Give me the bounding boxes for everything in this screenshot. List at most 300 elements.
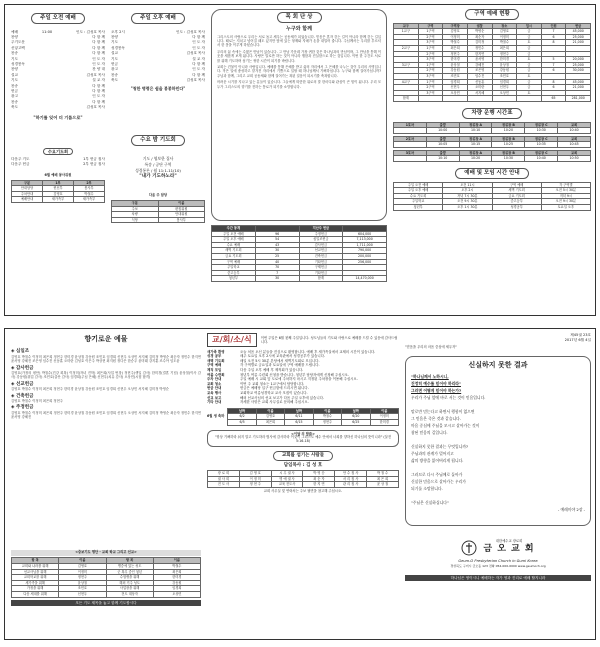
notice-title: 교/회/소/식 <box>207 333 257 347</box>
afternoon-order-item-cell: 인 도 자 <box>192 40 205 45</box>
service-table-cell: 안내담당 <box>12 186 43 192</box>
prayer-table-cell: 조민호 <box>59 586 106 592</box>
vehicle-cell: 10:30 <box>525 128 558 134</box>
birthday-table-cell: 정현주 <box>313 419 341 425</box>
service-table-cell: 새가족부 <box>43 197 74 203</box>
birthday-table-header: 날짜 <box>285 408 313 414</box>
info-column <box>393 9 591 311</box>
wednesday-title: 수요 밤 기도회 <box>131 135 185 146</box>
notice-item-text: 매주 토요일 오후 2시에 교육관에서 성경공부가 있습니다. <box>240 354 326 359</box>
issue-number: 제45권 23호 <box>570 333 591 337</box>
group-table-cell <box>443 96 468 102</box>
morning-order-item <box>11 105 105 110</box>
wednesday-line: "내가 기도하노라" <box>139 174 177 180</box>
vehicle-header: 출발 <box>426 136 459 142</box>
group-table-cell: 281,000 <box>566 96 591 102</box>
cover-message-body <box>411 373 585 513</box>
group-table-cell: 금 <box>517 62 542 68</box>
group-table-cell: 임경희 <box>492 79 517 85</box>
vehicle-header: 출발 <box>426 150 459 156</box>
group-table-cell: 정현주 <box>492 51 517 57</box>
notice-item-text: 주일 예배 시 교회 앞 도로에 주차하지 마시고 지정된 주차장을 이용해 주십시오. <box>240 377 358 382</box>
birthday-table-header: 이름 <box>370 408 398 414</box>
notice-item-text: 각 구역별로 금요일과 토요일에 구역 예배를 드립니다. <box>240 363 320 368</box>
vehicle-cell: 10:30 <box>492 156 525 162</box>
vehicle-label: 1호차 <box>394 122 427 128</box>
church-logo-icon <box>461 540 477 556</box>
next-week-item-cell: 2부 헌금 집사 <box>83 162 105 167</box>
staff-table-cell: 권 사 회 <box>208 476 240 482</box>
offering-table-cell: 주정헌금 <box>299 231 343 237</box>
vehicle-header: 정류장 C <box>525 136 558 142</box>
cover-footer-verse: 하나님은 영이시니 예배하는 자가 영과 진리로 예배 할지니라 <box>405 575 591 581</box>
group-table <box>393 23 591 102</box>
schedule-table-cell: 오전 9시 30분 <box>443 199 492 205</box>
group-table-cell: 21,000 <box>566 40 591 46</box>
group-table-cell: 3구역 <box>418 90 443 96</box>
morning-order-item-cell: 찬 양 대 <box>92 67 105 72</box>
group-table-cell: 신현우 <box>492 85 517 91</box>
offering-table-cell: 70 <box>255 265 299 271</box>
group-table-cell: 정현주 <box>443 51 468 57</box>
notice-item-label: 기타 안내 <box>207 400 222 405</box>
vehicle-label: 2호차 <box>394 136 427 142</box>
staff-table <box>207 470 399 488</box>
offering-list-column <box>11 333 201 635</box>
next-duty-table <box>111 200 205 223</box>
group-table-cell: 30,000 <box>566 68 591 74</box>
afternoon-order-item-cell: 성경봉독 <box>111 45 125 50</box>
schedule-table-cell: 주일 오후 예배 <box>394 188 443 194</box>
vehicle-cell <box>394 156 427 162</box>
birthday-table-header: 이름 <box>256 408 284 414</box>
notice-item-label: 성경 공부 <box>207 354 222 359</box>
cover-message-line: 삶의 방향을 잃어버리게 됩니다. <box>411 458 464 464</box>
morning-order-item-cell: 찬송 <box>11 99 18 104</box>
group-table-cell: 2구역 <box>418 85 443 91</box>
afternoon-order-item-cell: 광고 <box>111 67 118 72</box>
vehicle-cell: 10:35 <box>525 142 558 148</box>
service-table-cell: 주차안내 <box>12 191 43 197</box>
sunday-morning-title: 주일 오전 예배 <box>31 13 85 24</box>
group-table-cell: 3교구 <box>394 62 419 68</box>
group-table-cell: 신동훈 <box>467 79 492 85</box>
group-table-cell: 6 <box>541 68 566 74</box>
next-week-item-cell: 다음주 기도 <box>11 156 30 161</box>
notice-item-label: 주차 안내 <box>207 377 222 382</box>
afternoon-order-item-cell: 오후 2시 <box>111 29 125 34</box>
cover-message-line: "하나님께서 노하시니, <box>411 374 449 380</box>
service-table-header: 2부 <box>74 180 105 186</box>
offering-table-cell: 청년부 <box>212 276 256 282</box>
staff-table-cell: 한 지 연 <box>303 482 335 488</box>
group-table-cell: 금 <box>517 85 542 91</box>
notice-list <box>207 350 399 405</box>
prayer-table-footer: 모든 기도 제목을 놓고 함께 기도합시다 <box>11 600 201 606</box>
schedule-table-cell: 각 구역별 <box>541 182 590 188</box>
vehicle-header: 정류장 B <box>492 150 525 156</box>
duty-table-cell: 차량 <box>112 212 159 218</box>
schedule-table-cell: 새벽 기도회 <box>492 188 541 194</box>
service-table-cell: 봉사부 <box>74 186 105 192</box>
prayer-table <box>11 557 201 597</box>
afternoon-order-item-cell: 기도 <box>111 56 118 61</box>
offering-table-cell: 7,113,000 <box>343 237 387 243</box>
staff-table-cell: 최 순 자 <box>303 476 335 482</box>
morning-order-item-cell: 찬송 <box>11 51 18 56</box>
schedule-table-cell: 오후 2시 <box>443 188 492 194</box>
group-table-cell: 최은희 <box>443 45 468 51</box>
group-table-cell <box>467 96 492 102</box>
group-table-cell: 조민호 <box>443 73 468 79</box>
afternoon-order-item-cell: 헌금 <box>111 62 118 67</box>
staff-table-cell: 관 리 집 사 <box>335 482 367 488</box>
offering-table-cell: 30 <box>255 276 299 282</box>
cover-column <box>405 333 591 635</box>
group-table-cell: 박철수 <box>492 40 517 46</box>
group-table-cell: 21,000 <box>566 85 591 91</box>
schedule-table-cell: 주일학교 <box>394 199 443 205</box>
cover-message-line: 신실한 믿음으로 살아가는 우리가 <box>411 479 466 485</box>
birthday-table-cell: 6/11 <box>285 414 313 420</box>
group-table-cell: 신현우 <box>443 85 468 91</box>
offering-section-heading: ◈ 주정헌금 <box>11 405 34 411</box>
prayer-table-cell: 정현주 <box>59 575 106 581</box>
birthday-table-header: 날짜 <box>342 408 370 414</box>
vehicle-header: 정류장 B <box>492 136 525 142</box>
prayer-table-cell: 새가족을 위해 <box>12 580 59 586</box>
staff-table-cell: 교육 전도사 <box>271 482 303 488</box>
morning-order-item-cell: 찬양 <box>11 35 18 39</box>
group-table-cell: 정민수 <box>467 45 492 51</box>
birthday-table <box>227 408 399 426</box>
schedule-table-cell: 오후 1시 30분 <box>443 205 492 211</box>
cover-message-line: 그러면 어떻게 믿어야 하는가? <box>411 388 462 394</box>
afternoon-order-item-cell: 인 도 자 <box>192 67 205 72</box>
group-table-cell: 이정미 <box>492 34 517 40</box>
morning-order-item-cell: 헌금 <box>11 89 18 94</box>
bulletin-top-sheet <box>4 4 596 316</box>
cover-message-line <box>411 436 585 443</box>
birthday-label: 6월 생 축하 <box>207 413 225 418</box>
service-table-row <box>12 197 105 203</box>
group-table-cell: 임수진 <box>467 73 492 79</box>
offering-table-cell: 구역 예배 <box>212 259 256 265</box>
afternoon-order-item-cell: 다 함 께 <box>192 62 205 67</box>
church-name: 금 오 교 회 <box>483 544 535 555</box>
prayer-table-cell: 교회와 나라를 위해 <box>12 563 59 569</box>
group-table-cell: 박영순 <box>467 29 492 35</box>
birthday-table-cell: 이정미 <box>370 414 398 420</box>
church-english-name: Geum-O Presbyterian Church in Gumi Korea <box>458 558 538 563</box>
service-table <box>11 180 105 203</box>
prayer-table-cell: 다음 세대를 위해 <box>12 591 59 597</box>
group-table-cell: 조은영 <box>467 68 492 74</box>
afternoon-order-item-cell: 설교 <box>111 51 118 56</box>
group-table-cell: 1교구 <box>394 29 419 35</box>
group-table-cell: 5 <box>541 57 566 63</box>
prayer-table-row <box>12 591 201 597</box>
morning-order-item-cell: 설 교 자 <box>92 78 105 83</box>
notice-item-text: 자세한 사항은 교회 사무실로 문의해 주십시오. <box>240 400 309 405</box>
offering-table-cell: 1,711,000 <box>343 242 387 248</box>
group-table-row <box>394 96 591 102</box>
morning-order-item-cell: 다 함 께 <box>92 51 105 56</box>
group-table-cell: 1구역 <box>418 62 443 68</box>
staff-table-cell: 박 영 순 <box>303 471 335 477</box>
notice-item-text: 해외 선교사님의 선교 보고가 다음 주일 오후에 있습니다. <box>240 395 324 400</box>
duty-table-cell: 안내위원 <box>158 212 205 218</box>
morning-order-item-cell: 김성호 목사 <box>86 72 105 77</box>
prayer-table-cell: 이정미 <box>59 569 106 575</box>
group-table-cell: 25,000 <box>566 62 591 68</box>
duty-table-header: 이름 <box>158 201 205 207</box>
pastor-message-subtitle: 누구와 함께 <box>286 25 312 32</box>
prayer-table-cell: 임경희 <box>153 586 200 592</box>
group-table-cell: 1구역 <box>418 45 443 51</box>
offering-table-row <box>212 276 387 282</box>
vehicle-header: 출발 <box>426 122 459 128</box>
next-week-item <box>11 162 105 167</box>
staff-table-cell: 전 도 사 <box>208 482 240 488</box>
group-table-cell: 3구역 <box>418 73 443 79</box>
prayer-table-header: 항 목 <box>106 558 153 564</box>
monthly-verse-box <box>207 430 399 448</box>
birthday-table-cell: 최은희 <box>256 419 284 425</box>
cover-message-line: "주님은 신실하십니다" <box>411 500 449 506</box>
cover-message-line: 말로만 믿는다고 하면서 행함이 없으면 <box>411 409 475 415</box>
morning-order-item-cell: 인도 : 김성호 목사 <box>76 29 105 34</box>
group-table-cell <box>492 96 517 102</box>
group-table-header: 일시 <box>517 23 542 29</box>
morning-order-item-cell: 인 도 자 <box>92 62 105 67</box>
group-table-cell: 임경희 <box>443 79 468 85</box>
notice-head-note: 이번 주일은 6월 첫째 주일입니다. 성도님들의 기도와 사랑으로 예배를 드릴 수 있음에 감사드립니다. <box>260 335 398 344</box>
sunday-afternoon-sermon: "청한 명령은 쉽을 봉봉하민다" <box>130 85 186 91</box>
notice-item-text: 청년부 여름 수련회 신청을 받습니다. 청년부 담당자에게 신청해 주십시오. <box>240 372 350 377</box>
service-table-cell: 헌신부 <box>43 186 74 192</box>
notice-item-label: 교회 청소 <box>207 381 222 386</box>
group-table-cell: 2교구 <box>394 45 419 51</box>
group-table-cell: 박철수 <box>443 40 468 46</box>
issue-date: 2017년 6월 4일 <box>564 338 591 343</box>
cover-message-line <box>411 492 585 499</box>
service-table-header: 1부 <box>43 180 74 186</box>
group-table-cell: 이정미 <box>443 34 468 40</box>
offering-table-cell: 14,470,000 <box>343 276 387 282</box>
notice-item-label: 여름 수련회 <box>207 372 225 377</box>
cover-message-line: 주님과의 관계가 멀어지고 <box>411 451 454 457</box>
duty-table-header: 구분 <box>112 201 159 207</box>
service-table-header: 구분 <box>12 180 43 186</box>
cover-message-line: 그 믿음은 죽은 것과 같습니다. <box>411 416 462 422</box>
birthday-table-row <box>228 419 399 425</box>
offering-table-cell: 주일학교 <box>212 265 256 271</box>
morning-order-item-cell: 성경봉독 <box>11 62 25 67</box>
offering-table-cell: 금요 기도회 <box>212 253 256 259</box>
prayer-table-title: <중보기도 명단 - 교회 학교 그리고 선교> <box>11 550 201 556</box>
group-table-cell: 금 <box>517 79 542 85</box>
group-table-cell: 45,000 <box>566 29 591 35</box>
monthly-verse: "항상 기뻐하라 쉬지 말고 기도하라 범사에 감사하라 이것이 그리스도 예수 안에서 너희를 향하신 하나님의 뜻이니라" (살전 5:16-18) <box>214 435 392 444</box>
prayer-table-cell: 사업장을 위해 <box>106 586 153 592</box>
staff-table-cell: 장 로 회 <box>208 471 240 477</box>
prayer-table-cell: 최은희 <box>153 569 200 575</box>
offering-table-cell: 선교헌금 <box>299 248 343 254</box>
morning-order-item-cell: 다 함 께 <box>92 40 105 45</box>
cover-verse-head: "믿음을 우리의 마음 중심에 세우자" <box>405 344 457 349</box>
prayer-table-header: 이름 <box>153 558 200 564</box>
afternoon-order-item <box>111 78 205 83</box>
vehicle-cell: 10:50 <box>558 156 591 162</box>
notice-item-text: 다음 주일 오후 예배 후 제직회가 있습니다. <box>240 367 304 372</box>
pastor-message-paragraph: 우리의 삶 속에는 수많은 만남이 있습니다. 그 만남 가운데 가장 귀한 것은 하나님과의 만남이며, 그 만남을 통해 이웃을 새롭게 보게 됩니다. 사랑은 말로만 하는 것이 아니라 행함과 진실함으로 하는 것입니다. 이번 한 주간도 서로를 위해 기도하며 섬기는 귀한 시간이 되기를 바랍니다. <box>217 49 381 63</box>
group-table-cell: 서지혜 <box>467 90 492 96</box>
morning-order-item-cell: 설교 <box>11 72 18 77</box>
morning-order-item-cell: 주기도문 <box>11 40 25 45</box>
staff-table-cell: 박 철 수 <box>367 471 399 477</box>
schedule-table-cell: 수요 기도회 <box>394 193 443 199</box>
vehicle-cell <box>394 128 427 134</box>
duty-table-cell: 식당 <box>112 217 159 223</box>
offering-table-cell: 기타헌금 <box>299 259 343 265</box>
offering-table-cell: 25 <box>255 253 299 259</box>
staff-footer: 교회 사무실 및 연락처는 주보 뒷면을 참고해 주십시오. <box>263 488 343 493</box>
group-table-cell: 김영호 <box>492 29 517 35</box>
staff-table-cell: 정 현 주 <box>239 482 271 488</box>
group-table-cell: 4교구 <box>394 79 419 85</box>
group-table-cell: 강동원 <box>443 68 468 74</box>
vehicle-cell: 10:10 <box>459 128 492 134</box>
pastor-message-paragraph: 그리스도의 사랑으로 우리는 서로 돕고 세우는 공동체가 되었습니다. 믿음은 혼자 걷는 길이 아니라 함께 걷는 길입니다. 때로는 지치고 넘어질 때도 있지만 옆에 있는 형제와 자매가 손을 내밀어 줍니다. 주님께서는 우리를 부르셔서 한 몸을 이루게 하셨습니다. <box>217 34 381 48</box>
pastor-name: 담임목사 : 김 성 호 <box>283 462 323 468</box>
staff-table-row <box>208 482 399 488</box>
vehicle-header: 교회 <box>558 122 591 128</box>
vehicle-cell: 10:20 <box>492 128 525 134</box>
morning-order-item-cell: 다 함 께 <box>92 45 105 50</box>
group-table-cell: 윤상철 <box>443 62 468 68</box>
vehicle-label: 3호차 <box>394 150 427 156</box>
group-table-header: 교구 <box>394 23 419 29</box>
schedule-table-cell: 오전 5시 30분 <box>541 188 590 194</box>
offering-section-names: 김영호(가정의 평안) 박철수(건강 회복) 이정미(자녀 진학) 최은희(사업 번창) 정현주(생일 감사) 한미경(결혼 기념) 윤상철(이사 감사) 강동원(취업 감사) 조민호(출산 감사) 임경희(주님 은혜) 신현우(치유 감사) 오상민(시험 합격) <box>11 370 201 380</box>
pastor-message-paragraph: 어려운 시기를 지나고 있는 분들이 있습니다. 그들에게 따뜻한 위로의 말 한마디와 관심이 큰 힘이 됩니다. 우리 모두가 그리스도의 향기를 전하는 통로가 되기를 소망합니다. <box>217 80 381 89</box>
duty-table-cell: 주보 <box>112 206 159 212</box>
group-table-cell: 1구역 <box>418 29 443 35</box>
service-table-cell: 김영호 <box>43 191 74 197</box>
vehicle-cell: 10:40 <box>558 128 591 134</box>
notice-item-label: 헌금 안내 <box>207 386 222 391</box>
group-table-cell: 금 <box>517 68 542 74</box>
prayer-table-cell: 군 복무 중인 청년 <box>106 569 153 575</box>
staff-table-cell: 최 은 희 <box>367 476 399 482</box>
vehicle-cell <box>394 142 427 148</box>
cover-message-line: 참된 믿음의 길입니다. <box>411 430 448 436</box>
service-table-row <box>12 186 105 192</box>
schedule-table-cell: 토요일 오후 <box>541 205 590 211</box>
group-table-cell: 8 <box>541 40 566 46</box>
prayer-table-cell: 김영호 <box>59 563 106 569</box>
offering-table-cell: 256,000 <box>343 259 387 265</box>
notice-item <box>207 400 399 405</box>
offering-table-cell: 54 <box>255 237 299 243</box>
morning-order-item-cell: 찬양 <box>11 67 18 72</box>
birthday-table-cell: 6/15 <box>285 419 313 425</box>
group-table-title: 구역 예배 현황 <box>465 9 519 20</box>
notice-item-text: 교회학교 여름성경학교 교사 모집이 있습니다. <box>240 390 308 395</box>
group-table-cell: 25,000 <box>566 34 591 40</box>
offering-table-cell: 건축헌금 <box>299 253 343 259</box>
prayer-table-cell: 박철수 <box>153 563 200 569</box>
group-table-header: 인원 <box>541 23 566 29</box>
offering-section-names: 김영호 박철수 이정미 최은희 정현주 한미경 윤상철 강동원 조민호 임경희 신현우 오상민 서지혜 김미정 박영순 최순자 정민수 한지연 윤서영 강혜진 조은영 임수진 신동훈 오미란 김성호 이은주 박상현 최지원 정다은 한승우 윤미래 강지훈 조수아 임도윤 <box>11 354 201 364</box>
staff-table-cell: 시 무 권 사 <box>271 471 303 477</box>
group-table-cell: 토 <box>517 73 542 79</box>
morning-order-item-cell: 인 도 자 <box>92 56 105 61</box>
cover-message-line: 우리가 주님 앞에 바로 서는 것이 믿음입니다. <box>411 395 486 401</box>
sunday-morning-order <box>11 30 105 111</box>
vehicle-title: 차량 운행 시간표 <box>462 108 521 119</box>
group-table-cell: 20,000 <box>566 57 591 63</box>
offering-table-cell: 기타헌금 <box>299 270 343 276</box>
offering-table-cell: 30 <box>255 248 299 254</box>
church-address: 경상북도 구미시 금오동 123 전화 054-000-0000 www.geumoch.org <box>450 564 546 569</box>
vehicle-row <box>394 156 591 162</box>
offering-table-cell: 지난주 헌금 <box>299 226 343 232</box>
vehicle-cell: 10:05 <box>426 142 459 148</box>
afternoon-order-item-cell: 찬송 <box>111 72 118 77</box>
offering-table-cell: 주간 통계 <box>212 226 256 232</box>
notice-column <box>207 333 399 635</box>
group-table-cell: 최순자 <box>467 34 492 40</box>
offering-list <box>11 347 201 547</box>
vehicle-cell: 10:20 <box>459 156 492 162</box>
vehicle-schedule <box>393 122 591 163</box>
offering-section-heading: ◈ 십일조 <box>11 349 30 355</box>
wednesday-program <box>111 156 205 180</box>
group-table-cell: 2구역 <box>418 34 443 40</box>
schedule-table-cell: 저녁 7시 30분 <box>443 193 492 199</box>
prayer-table-cell: 선교사님을 위해 <box>12 569 59 575</box>
pastor-message-title: 목 회 단 상 <box>277 12 322 23</box>
group-table-cell: 3구역 <box>418 57 443 63</box>
prayer-table-cell: 윤상철 <box>59 580 106 586</box>
vehicle-header: 교회 <box>558 150 591 156</box>
schedule-table-cell: 오전 9시 30분 <box>541 199 590 205</box>
morning-order-item-cell: 김성호 목사 <box>86 105 105 110</box>
next-week-list <box>11 157 105 168</box>
vehicle-header: 정류장 A <box>459 122 492 128</box>
offering-section-names: 김영호 박철수 이정미 최은희 정현주 한미경 윤상철 강동원 조민호 임경희 신현우 오상민 서지혜 김미정 박영순 <box>11 387 169 392</box>
birthday-table-cell: 박철수 <box>313 414 341 420</box>
offering-table-cell: 790,000 <box>343 248 387 254</box>
pastor-message-body <box>217 35 381 89</box>
offering-section-names: 김영호 박철수 이정미 최은희 정현주 한미경 윤상철 강동원 조민호 임경희 신현우 오상민 서지혜 김미정 박영순 최순자 정민수 한지연 윤서영 강혜진 <box>11 410 201 420</box>
prayer-table-cell: 해외 거주 성도 <box>106 580 153 586</box>
service-table-cell: 예배안내 <box>12 197 43 203</box>
schedule-table-cell: 오전 11시 <box>443 182 492 188</box>
cover-message-line: 진정히 예수를 믿어야 하리라" <box>411 381 461 387</box>
group-table-header: 장소 <box>492 23 517 29</box>
offering-table-cell: 구제헌금 <box>299 265 343 271</box>
wednesday-line: 특송 / 공단 구역 <box>144 162 172 168</box>
service-table-title: 6월 예배 봉사위원 <box>44 172 72 177</box>
group-table-cell: 8 <box>541 79 566 85</box>
birthday-table-header: 이름 <box>313 408 341 414</box>
next-duty-title: 다음 주 담당 <box>148 193 168 198</box>
vehicle-cell: 10:15 <box>459 142 492 148</box>
group-table-cell: 1구역 <box>418 79 443 85</box>
